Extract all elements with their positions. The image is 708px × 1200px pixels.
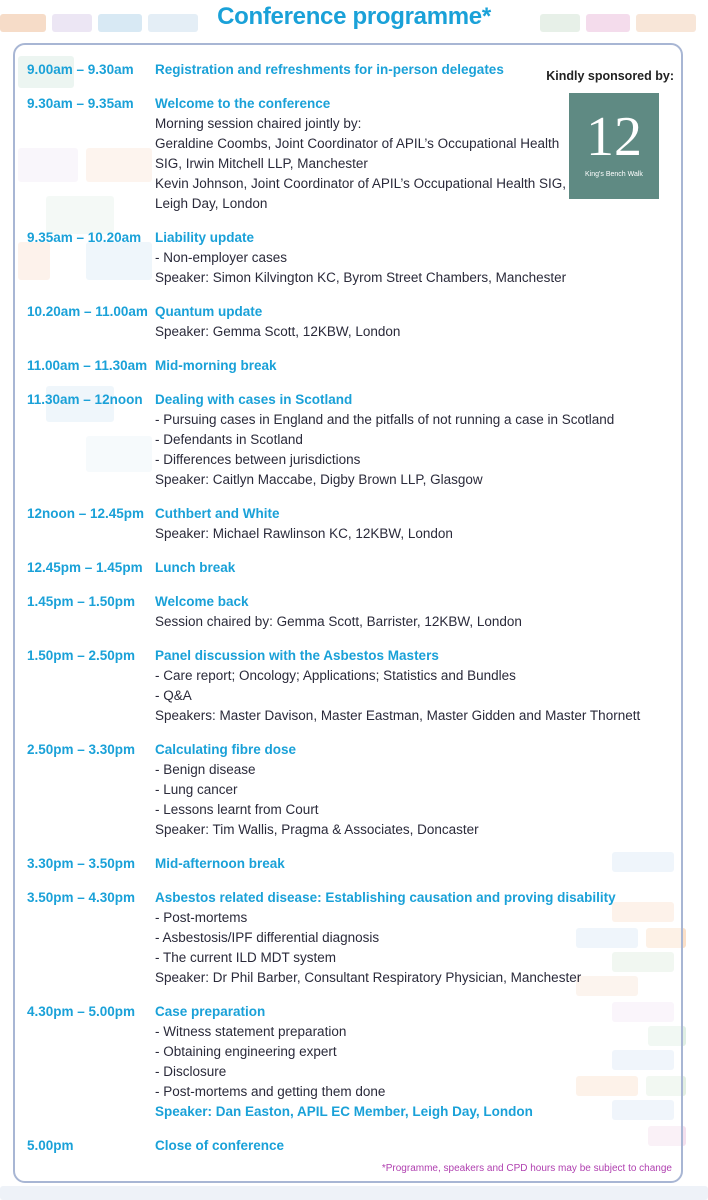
session-content — [155, 302, 675, 342]
session-time: 12.45pm – 1.45pm — [27, 560, 143, 575]
session-content — [155, 94, 675, 214]
session-line: - Pursuing cases in England and the pitfalls of not running a case in Scotland — [155, 412, 615, 427]
session-line: - Lung cancer — [155, 782, 238, 797]
session-line: Speaker: Michael Rawlinson KC, 12KBW, London — [155, 526, 453, 541]
session-line: - Asbestosis/IPF differential diagnosis — [155, 930, 380, 945]
session-content — [155, 888, 675, 988]
session-time: 3.30pm – 3.50pm — [27, 856, 136, 871]
session-title: Liability update — [155, 230, 255, 245]
session-line: SIG, Irwin Mitchell LLP, Manchester — [155, 156, 368, 171]
session-title: Panel discussion with the Asbestos Masters — [155, 648, 439, 663]
session-line: Speaker: Caitlyn Maccabe, Digby Brown LLP, Glasgow — [155, 472, 483, 487]
sponsor-label: Kindly sponsored by: — [546, 69, 674, 83]
session-content — [155, 558, 675, 578]
session-time: 2.50pm – 3.30pm — [27, 742, 136, 757]
sponsor-logo-number: 12 — [586, 106, 642, 168]
session-title: Asbestos related disease: Establishing causation and proving disability — [155, 890, 616, 905]
session-line: Morning session chaired jointly by: — [155, 116, 362, 131]
session-line: - Q&A — [155, 688, 192, 703]
session-title: Cuthbert and White — [155, 506, 280, 521]
session-time: 5.00pm — [27, 1138, 74, 1153]
session-title: Calculating fibre dose — [155, 742, 297, 757]
session-line: - Differences between jurisdictions — [155, 452, 361, 467]
session-line: Speakers: Master Davison, Master Eastman, Master Gidden and Master Thornett — [155, 708, 641, 723]
session-title: Case preparation — [155, 1004, 266, 1019]
session-line: - Non-employer cases — [155, 250, 288, 265]
session-time: 3.50pm – 4.30pm — [27, 890, 136, 905]
session-time: 9.35am – 10.20am — [27, 230, 142, 245]
session-content — [155, 60, 675, 80]
page-title: Conference programme* — [217, 3, 491, 30]
session-line: - Disclosure — [155, 1064, 227, 1079]
session-content — [155, 592, 675, 632]
session-content — [155, 228, 675, 288]
session-line: Kevin Johnson, Joint Coordinator of APIL’s Occupational Health SIG, — [155, 176, 566, 191]
session-title: Mid-afternoon break — [155, 856, 285, 871]
session-title: Welcome back — [155, 594, 249, 609]
footnote: *Programme, speakers and CPD hours may be subject to change — [381, 1163, 672, 1174]
session-line: Geraldine Coombs, Joint Coordinator of APIL’s Occupational Health — [155, 136, 560, 151]
session-content — [155, 740, 675, 840]
session-line: Speaker: Simon Kilvington KC, Byrom Street Chambers, Manchester — [155, 270, 567, 285]
session-content — [155, 504, 675, 544]
session-speaker-highlight: Speaker: Dan Easton, APIL EC Member, Leigh Day, London — [155, 1104, 533, 1119]
session-time: 1.45pm – 1.50pm — [27, 594, 136, 609]
session-title: Close of conference — [155, 1138, 285, 1153]
session-line: - Care report; Oncology; Applications; Statistics and Bundles — [155, 668, 516, 683]
session-title: Dealing with cases in Scotland — [155, 392, 353, 407]
session-title: Registration and refreshments for in-person delegates — [155, 62, 504, 77]
session-content — [155, 646, 675, 726]
session-line: - Defendants in Scotland — [155, 432, 303, 447]
session-content — [155, 356, 675, 376]
session-time: 10.20am – 11.00am — [27, 304, 148, 319]
session-title: Lunch break — [155, 560, 236, 575]
session-line: Leigh Day, London — [155, 196, 268, 211]
session-line: Speaker: Gemma Scott, 12KBW, London — [155, 324, 401, 339]
session-line: - Benign disease — [155, 762, 256, 777]
session-time: 9.00am – 9.30am — [27, 62, 134, 77]
session-time: 11.00am – 11.30am — [27, 358, 148, 373]
session-time: 9.30am – 9.35am — [27, 96, 134, 111]
session-line: Speaker: Dr Phil Barber, Consultant Respiratory Physician, Manchester — [155, 970, 582, 985]
session-line: Session chaired by: Gemma Scott, Barrister, 12KBW, London — [155, 614, 522, 629]
session-line: Speaker: Tim Wallis, Pragma & Associates, Doncaster — [155, 822, 479, 837]
session-content — [155, 1136, 675, 1156]
session-title: Mid-morning break — [155, 358, 277, 373]
session-line: - Lessons learnt from Court — [155, 802, 319, 817]
session-line: - Post-mortems — [155, 910, 248, 925]
session-line: - Witness statement preparation — [155, 1024, 347, 1039]
session-line: - Post-mortems and getting them done — [155, 1084, 386, 1099]
session-title: Welcome to the conference — [155, 96, 331, 111]
session-content — [155, 854, 675, 874]
session-time: 1.50pm – 2.50pm — [27, 648, 136, 663]
session-title: Quantum update — [155, 304, 263, 319]
sponsor-logo-text: King's Bench Walk — [585, 171, 643, 178]
session-content — [155, 1002, 675, 1122]
session-line: - The current ILD MDT system — [155, 950, 337, 965]
session-time: 11.30am – 12noon — [27, 392, 143, 407]
session-time: 12noon – 12.45pm — [27, 506, 145, 521]
session-line: - Obtaining engineering expert — [155, 1044, 337, 1059]
session-time: 4.30pm – 5.00pm — [27, 1004, 136, 1019]
session-content — [155, 390, 675, 490]
